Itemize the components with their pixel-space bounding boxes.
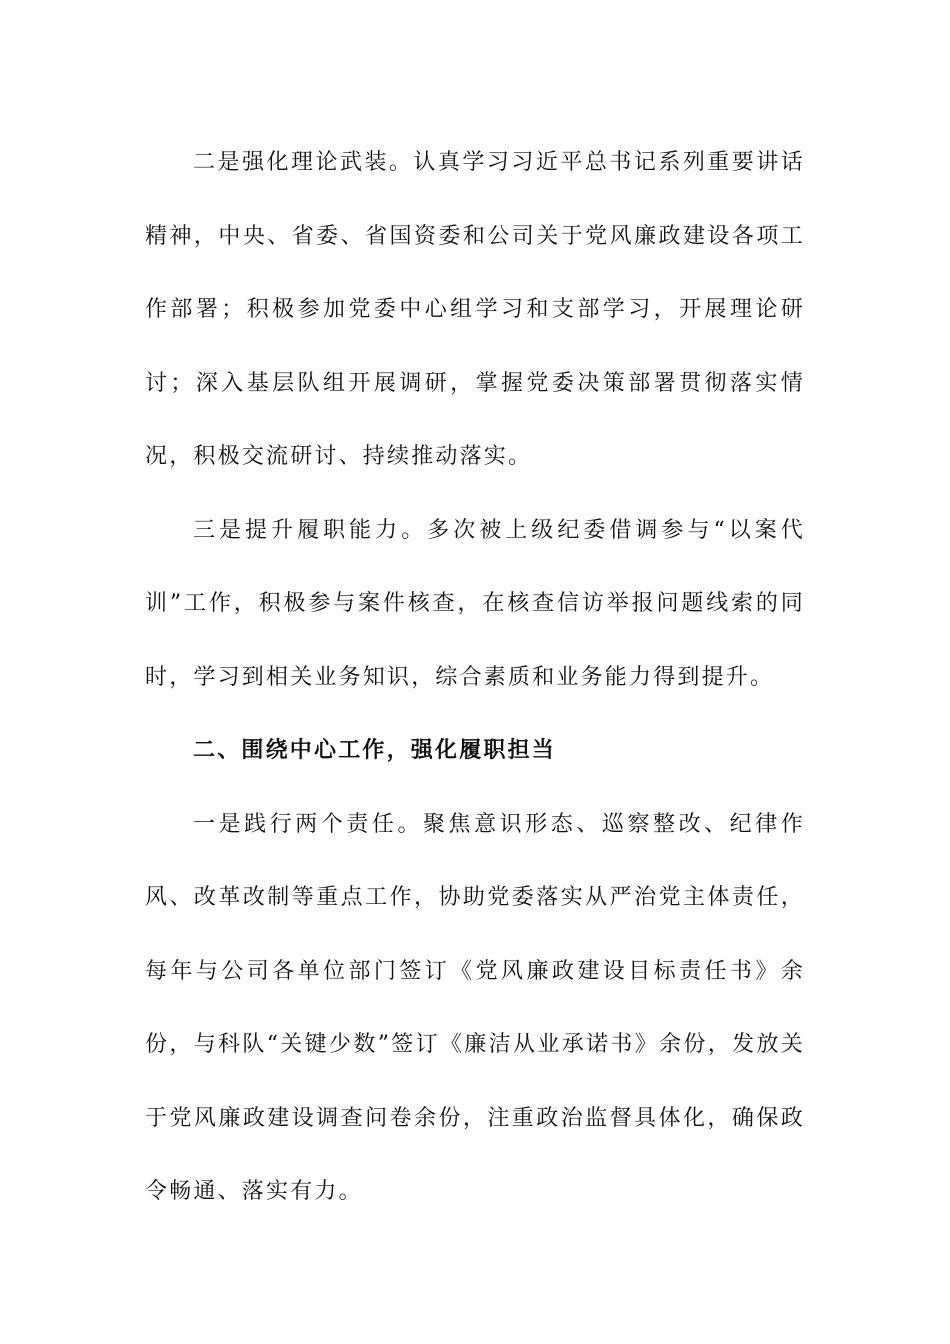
document-body xyxy=(145,126,805,1229)
paragraph-capability: 三是提升履职能力。多次被上级纪委借调参与“以案代训”工作，积极参与案件核查，在核查信访举报问题线索的同时，学习到相关业务知识，综合素质和业务能力得到提升。 xyxy=(145,517,805,690)
paragraph-theory-study: 二是强化理论武装。认真学习习近平总书记系列重要讲话精神，中央、省委、省国资委和公司关于党风廉政建设各项工作部署；积极参加党委中心组学习和支部学习，开展理论研讨；深入基层队组开展调研，掌握党委决策部署贯彻落实情况，积极交流研讨、持续推动落实。 xyxy=(145,150,805,469)
section-heading: 二、围绕中心工作，强化履职担当 xyxy=(193,738,557,763)
paragraph-responsibility: 一是践行两个责任。聚焦意识形态、巡察整改、纪律作风、改革改制等重点工作，协助党委落实从严治党主体责任，每年与公司各单位部门签订《党风廉政建设目标责任书》余份，与科队“关键少数”签订《廉洁从业承诺书》余份，发放关于党风廉政建设调查问卷余份，注重政治监督具体化，确保政令畅通、落实有力。 xyxy=(145,811,805,1204)
